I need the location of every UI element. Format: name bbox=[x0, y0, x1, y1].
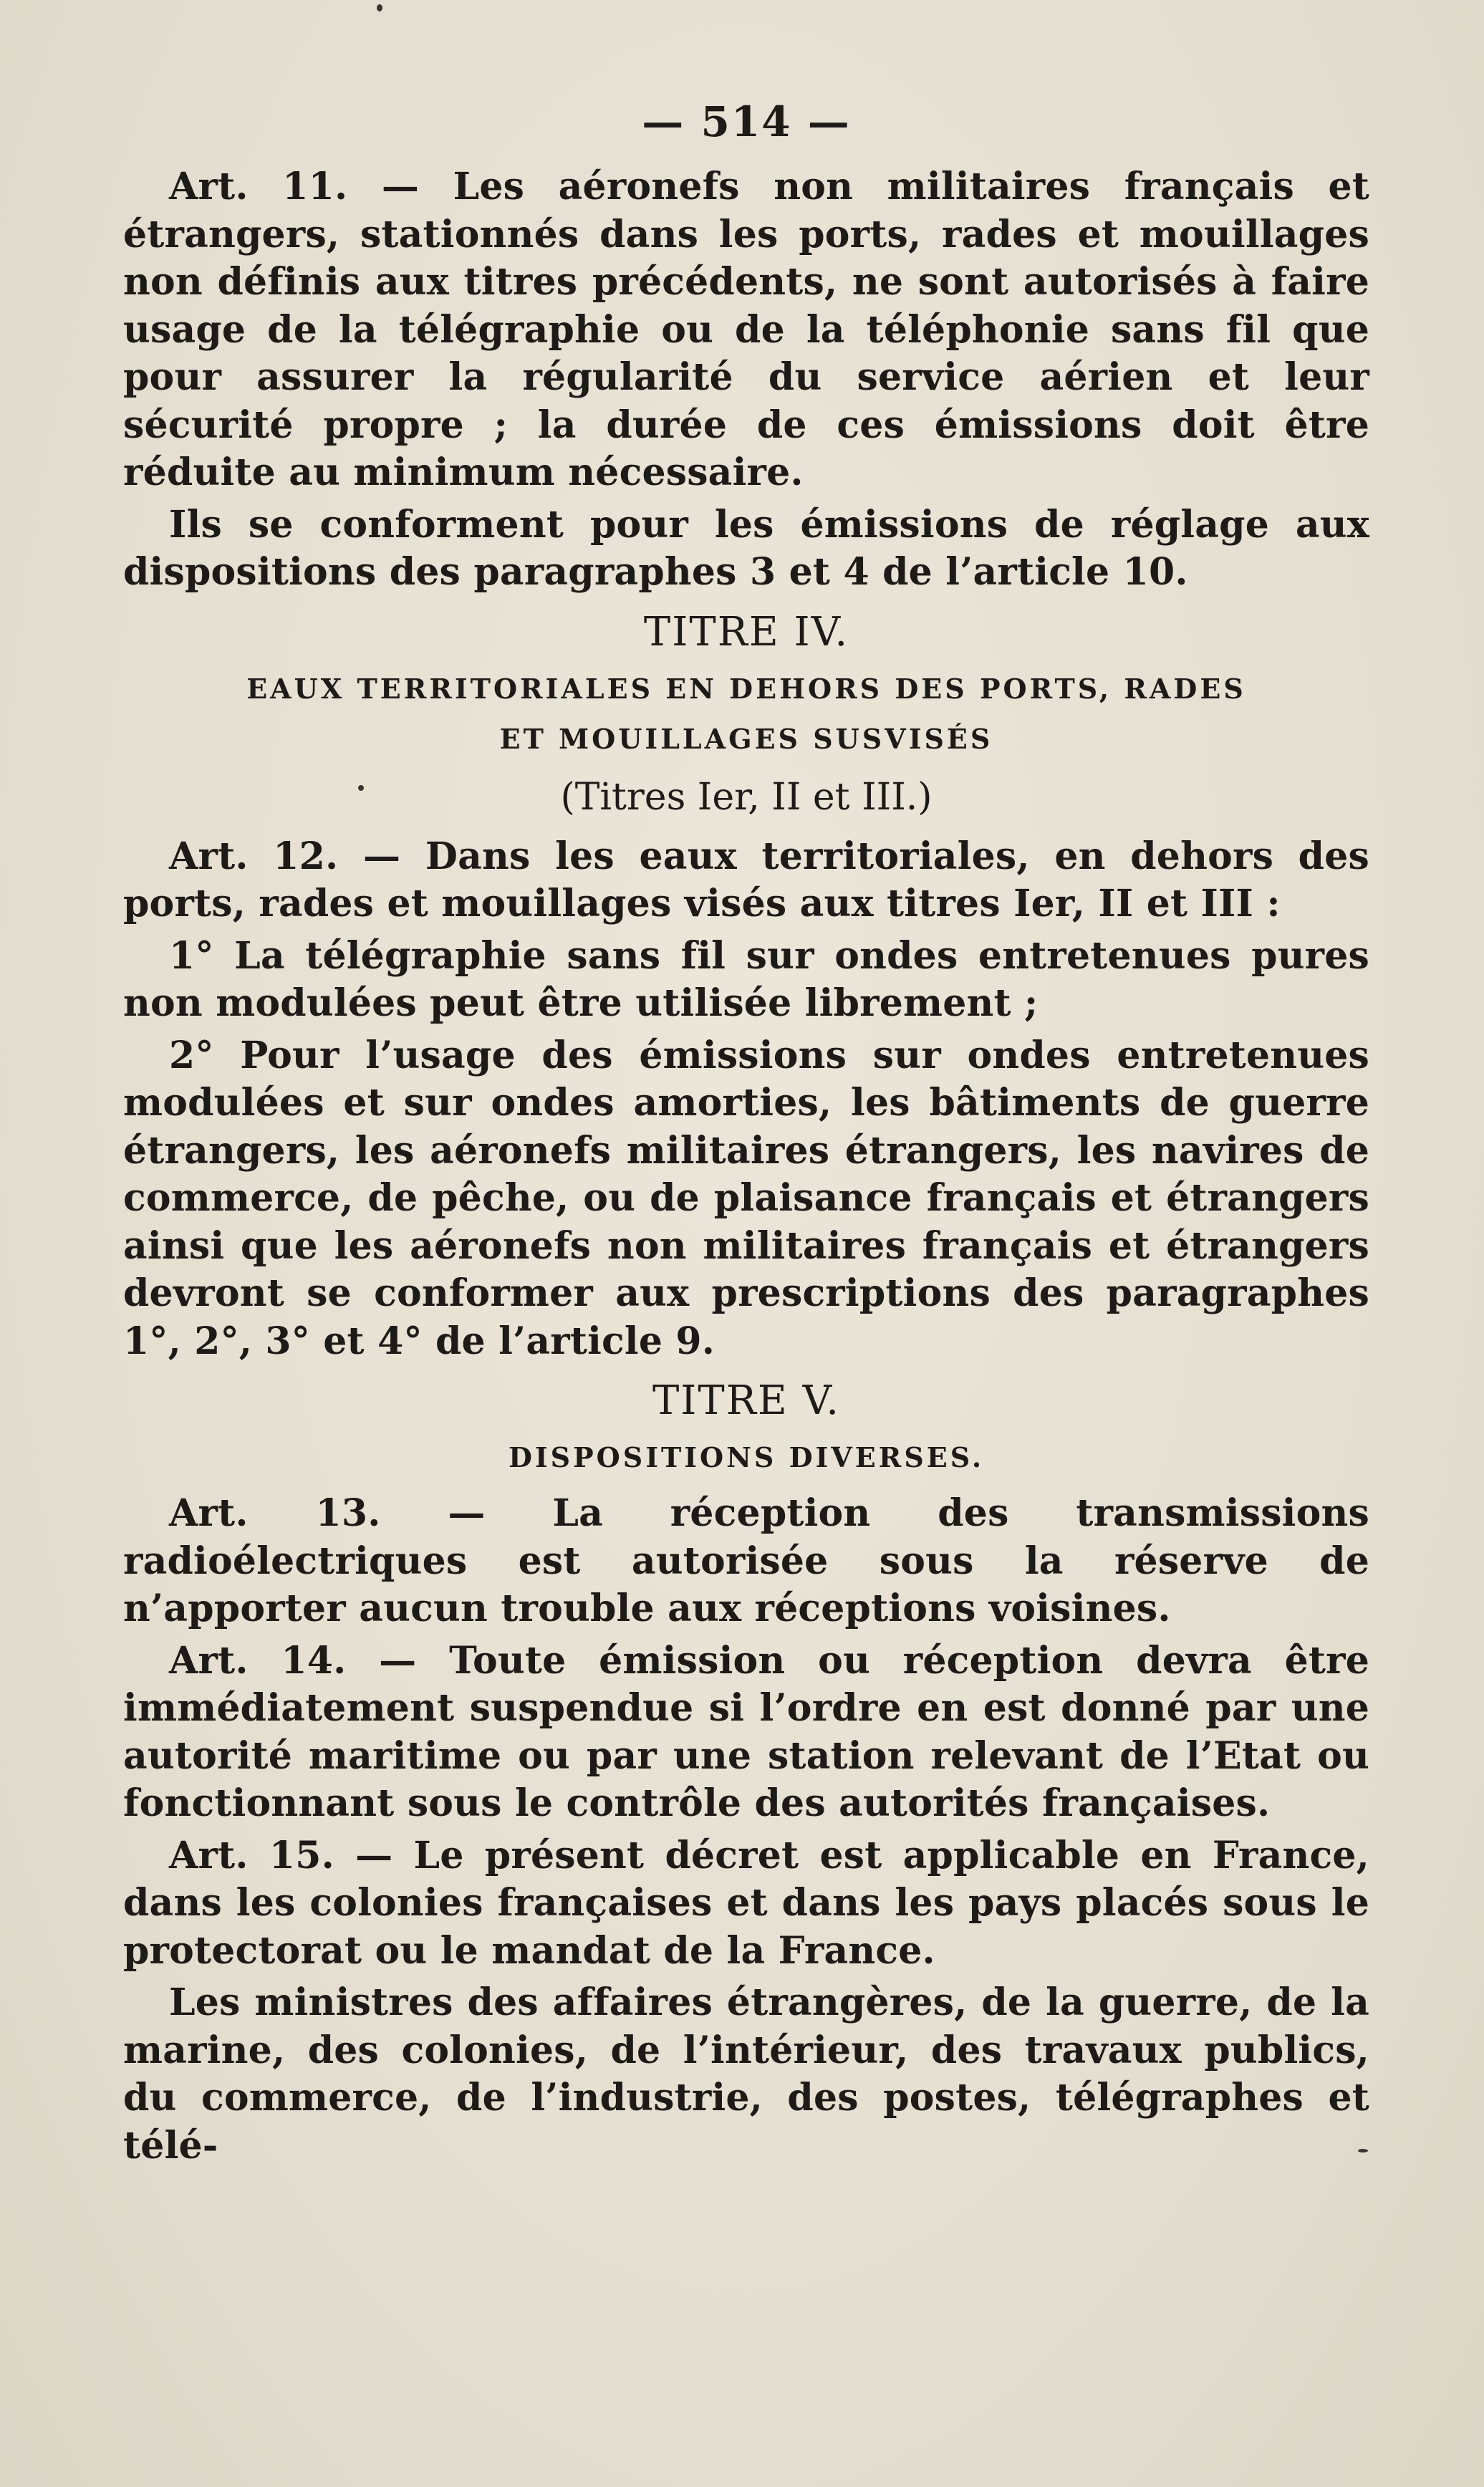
titre-iv-parenthetical: (Titres Ier, II et III.) bbox=[560, 775, 933, 819]
text-column bbox=[123, 86, 1369, 2170]
ministers-paragraph: Les ministres des affaires étrangères, de la guerre, de la marine, des colonies, de l’intérieur, des travaux publics, du commerce, de l’industrie, des postes, télégraphes et télé- bbox=[123, 1981, 1369, 2168]
article-11-paragraph: Art. 11. — Les aéronefs non militaires français et étrangers, stationnés dans les ports, rades et mouillages non définis aux titres précédents, ne sont autorisés à faire usage de la télégraphie ou de la téléphonie sans fil que pour assurer la régularité du service aérien et leur sécurité propre ; la durée de ces émissions doit être réduite au minimum nécessaire. bbox=[123, 165, 1369, 494]
titre-iv-heading: TITRE IV. bbox=[643, 608, 849, 655]
article-11-continuation: Ils se conforment pour les émissions de réglage aux dispositions des paragraphes 3 et 4 de l’article 10. bbox=[123, 502, 1369, 594]
ink-speck bbox=[377, 4, 382, 11]
article-12-item-1: 1° La télégraphie sans fil sur ondes entretenues pures non modulées peut être utilisée librement ; bbox=[123, 933, 1369, 1025]
article-12-paragraph: Art. 12. — Dans les eaux territoriales, en dehors des ports, rades et mouillages visés aux titres Ier, II et III : bbox=[123, 834, 1369, 925]
article-13-paragraph: Art. 13. — La réception des transmissions radioélectriques est autorisée sous la réserve de n’apporter aucun trouble aux réceptions voisines. bbox=[123, 1491, 1369, 1630]
page-number: — 514 — bbox=[642, 97, 851, 146]
article-12-item-2: 2° Pour l’usage des émissions sur ondes entretenues modulées et sur ondes amorties, les bâtiments de guerre étrangers, les aéronefs militaires étrangers, les navires de commerce, de pêche, ou de plaisance français et étrangers ainsi que les aéronefs non militaires français et étrangers devront se conformer aux prescriptions des paragraphes 1°, 2°, 3° et 4° de l’article 9. bbox=[123, 1033, 1369, 1363]
titre-iv-subheading-line2: ET MOUILLAGES SUSVISÉS bbox=[499, 722, 993, 755]
article-14-paragraph: Art. 14. — Toute émission ou réception devra être immédiatement suspendue si l’ordre en est donné par une autorité maritime ou par une station relevant de l’Etat ou fonctionnant sous le contrôle des autorités françaises. bbox=[123, 1638, 1369, 1825]
titre-iv-subheading-line1: EAUX TERRITORIALES EN DEHORS DES PORTS, RADES bbox=[246, 672, 1246, 705]
article-15-paragraph: Art. 15. — Le présent décret est applicable en France, dans les colonies françaises et dans les pays placés sous le protectorat ou le mandat de la France. bbox=[123, 1833, 1369, 1973]
titre-v-subheading: DISPOSITIONS DIVERSES. bbox=[508, 1441, 985, 1473]
titre-v-heading: TITRE V. bbox=[652, 1377, 841, 1424]
